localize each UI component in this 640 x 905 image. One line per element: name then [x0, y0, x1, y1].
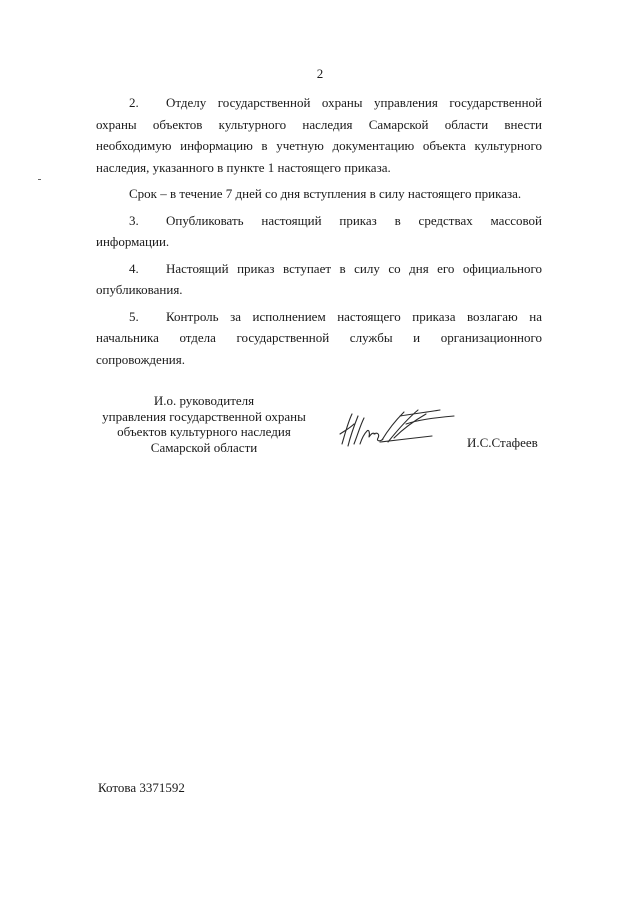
paragraph-number: 3.: [129, 212, 139, 228]
paragraph-text: Контроль за исполнением настоящего приказа возлагаю на начальника отдела государственной службы и организационного сопровождения.: [96, 308, 542, 367]
signer-name: И.С.Стафеев: [467, 435, 538, 450]
executor-note: Котова 3371592: [98, 780, 185, 795]
paragraph-2: [96, 92, 542, 178]
signer-title-line: И.о. руководителя: [153, 393, 255, 408]
paragraph-text: Отделу государственной охраны управления государственной охраны объектов культурного наследия Самарской области внести необходимую информацию в учетную документацию объекта культурного наследия, указанного в пункте 1 настоящего приказа.: [96, 95, 542, 175]
paragraph-number: 2.: [129, 95, 139, 110]
signer-title: [90, 393, 318, 455]
paragraph-5: [96, 306, 542, 371]
paragraph-deadline: [96, 183, 542, 205]
paragraph-text: Опубликовать настоящий приказ в средствах массовой информации.: [96, 212, 542, 249]
paragraph-3: [96, 210, 542, 253]
paragraph-text: Срок – в течение 7 дней со дня вступления в силу настоящего приказа.: [129, 186, 522, 201]
page-number: 2: [316, 66, 324, 81]
paragraph-text: Настоящий приказ вступает в силу со дня его официального опубликования.: [96, 260, 542, 297]
signer-title-line: управления государственной охраны: [102, 408, 306, 424]
signer-title-line: объектов культурного наследия: [117, 424, 291, 439]
paragraph-number: 4.: [129, 260, 139, 276]
scan-mark: [38, 179, 41, 180]
handwritten-signature: [336, 404, 466, 454]
signer-title-line: Самарской области: [150, 439, 258, 455]
order-body: [96, 92, 542, 370]
paragraph-4: [96, 258, 542, 301]
paragraph-number: 5.: [129, 308, 139, 324]
